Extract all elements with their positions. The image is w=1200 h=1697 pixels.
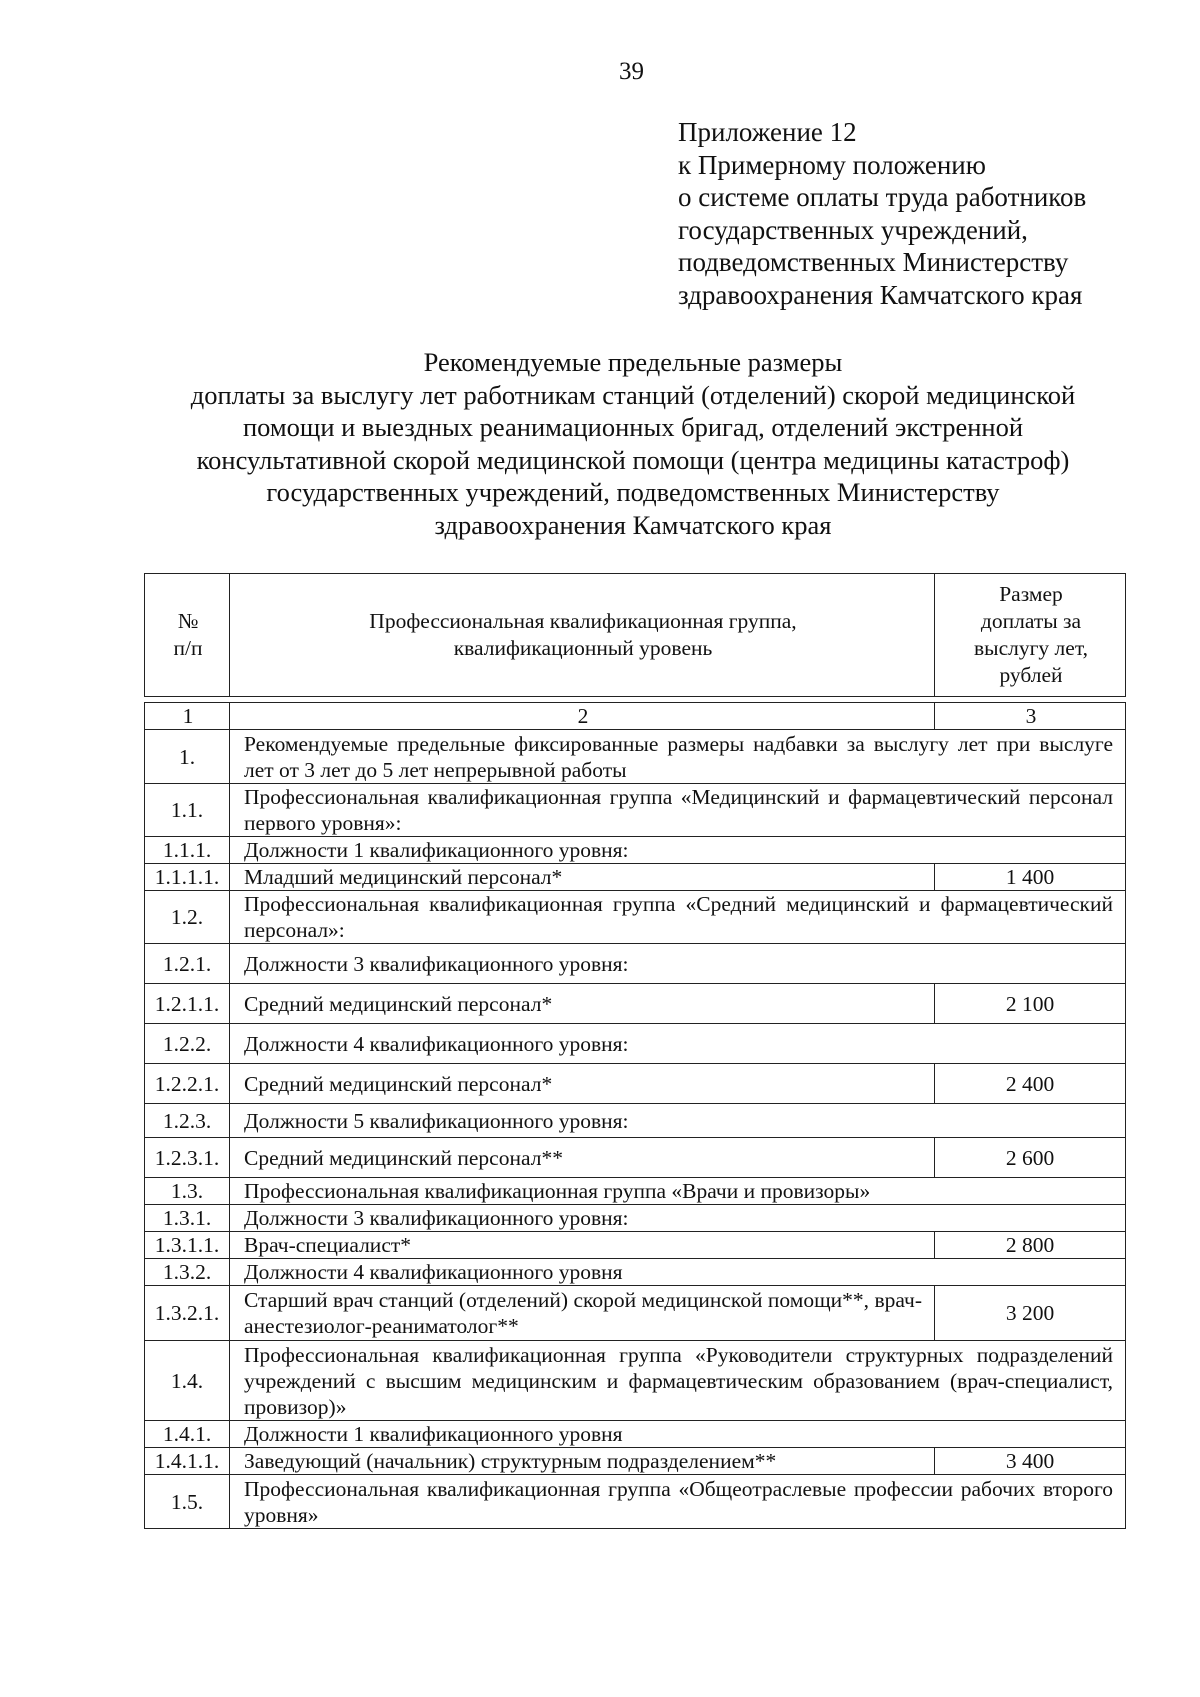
appendix-line: здравоохранения Камчатского края — [678, 279, 1083, 310]
row-amount: 3 200 — [935, 1286, 1126, 1341]
title-line: помощи и выездных реанимационных бригад, отделений экстренной — [242, 412, 1024, 442]
row-description: Должности 5 квалификационного уровня: — [230, 1104, 1126, 1138]
table-row — [145, 1104, 1126, 1138]
row-description: Средний медицинский персонал* — [230, 984, 935, 1024]
row-description: Должности 4 квалификационного уровня: — [230, 1024, 1126, 1064]
table-row — [145, 1138, 1126, 1178]
row-number: 1.1.1.1. — [145, 864, 230, 891]
row-description: Средний медицинский персонал** — [230, 1138, 935, 1178]
table-row — [145, 984, 1126, 1024]
row-number: 1.2.3. — [145, 1104, 230, 1138]
table-row — [145, 1205, 1126, 1232]
table-row — [145, 1421, 1126, 1448]
column-index: 2 — [230, 703, 935, 730]
appendix-line: Приложение 12 — [678, 117, 857, 147]
row-number: 1.4. — [145, 1341, 230, 1421]
table-row — [145, 1259, 1126, 1286]
row-description: Профессиональная квалификационная группа «Общеотраслевые профессии рабочих второго уровня» — [230, 1475, 1126, 1529]
title-line: здравоохранения Камчатского края — [434, 509, 832, 540]
row-description: Должности 4 квалификационного уровня — [230, 1259, 1126, 1286]
row-description: Должности 1 квалификационного уровня: — [230, 837, 1126, 864]
row-description: Должности 3 квалификационного уровня: — [230, 944, 1126, 984]
row-amount: 2 100 — [935, 984, 1126, 1024]
table-row — [145, 730, 1126, 784]
row-number: 1.3.1.1. — [145, 1232, 230, 1259]
row-number: 1.1.1. — [145, 837, 230, 864]
table-row — [145, 1064, 1126, 1104]
header-num: № п/п — [145, 574, 230, 697]
header-group: Профессиональная квалификационная группа, квалификационный уровень — [230, 574, 935, 697]
row-description: Должности 3 квалификационного уровня: — [230, 1205, 1126, 1232]
row-description: Должности 1 квалификационного уровня — [230, 1421, 1126, 1448]
column-index: 1 — [145, 703, 230, 730]
document-title — [140, 346, 1126, 541]
page-number: 39 — [619, 58, 644, 85]
header-amount: Размер доплаты за выслугу лет, рублей — [935, 574, 1126, 697]
table-header-row — [145, 574, 1126, 697]
table-row — [145, 864, 1126, 891]
row-number: 1.1. — [145, 784, 230, 837]
table-row — [145, 837, 1126, 864]
row-number: 1.2.1. — [145, 944, 230, 984]
appendix-line: о системе оплаты труда работников — [678, 182, 1087, 212]
table-row — [145, 1286, 1126, 1341]
appendix-line: к Примерному положению — [678, 149, 986, 180]
row-description: Врач-специалист* — [230, 1232, 935, 1259]
row-number: 1.2.2. — [145, 1024, 230, 1064]
table-row — [145, 784, 1126, 837]
appendix-line: государственных учреждений, — [678, 214, 1028, 245]
row-number: 1.4.1. — [145, 1421, 230, 1448]
table-row — [145, 1341, 1126, 1421]
row-description: Младший медицинский персонал* — [230, 864, 935, 891]
row-number: 1.2. — [145, 891, 230, 944]
row-number: 1.2.3.1. — [145, 1138, 230, 1178]
row-amount: 2 600 — [935, 1138, 1126, 1178]
row-number: 1.4.1.1. — [145, 1448, 230, 1475]
table-row — [145, 1475, 1126, 1529]
title-line: Рекомендуемые предельные размеры — [423, 347, 843, 377]
row-number: 1.2.1.1. — [145, 984, 230, 1024]
row-description: Профессиональная квалификационная группа «Средний медицинский и фармацевтический персонал»: — [230, 891, 1126, 944]
row-number: 1. — [145, 730, 230, 784]
row-description: Старший врач станций (отделений) скорой медицинской помощи**, врач-анестезиолог-реаниматолог** — [230, 1286, 935, 1341]
table-row — [145, 944, 1126, 984]
row-number: 1.3.1. — [145, 1205, 230, 1232]
allowance-table — [144, 573, 1125, 1529]
row-amount: 1 400 — [935, 864, 1126, 891]
row-number: 1.3.2. — [145, 1259, 230, 1286]
table-row — [145, 1024, 1126, 1064]
column-index-row — [145, 703, 1126, 730]
appendix-note — [678, 116, 1086, 311]
row-description: Профессиональная квалификационная группа «Руководители структурных подразделений учреждений с высшим медицинским и фармацевтическим образованием (врач-специалист, провизор)» — [230, 1341, 1126, 1421]
appendix-line: подведомственных Министерству — [678, 247, 1069, 277]
title-line: государственных учреждений, подведомственных Министерству — [266, 477, 1000, 507]
row-description: Профессиональная квалификационная группа «Врачи и провизоры» — [230, 1178, 1126, 1205]
title-line: консультативной скорой медицинской помощи (центра медицины катастроф) — [196, 444, 1070, 475]
table-row — [145, 1232, 1126, 1259]
table-row — [145, 1178, 1126, 1205]
row-description: Средний медицинский персонал* — [230, 1064, 935, 1104]
row-amount: 2 400 — [935, 1064, 1126, 1104]
row-description: Рекомендуемые предельные фиксированные размеры надбавки за выслугу лет при выслуге лет от 3 лет до 5 лет непрерывной работы — [230, 730, 1126, 784]
table-row — [145, 891, 1126, 944]
row-amount: 3 400 — [935, 1448, 1126, 1475]
row-number: 1.5. — [145, 1475, 230, 1529]
row-number: 1.2.2.1. — [145, 1064, 230, 1104]
row-description: Профессиональная квалификационная группа «Медицинский и фармацевтический персонал первого уровня»: — [230, 784, 1126, 837]
row-number: 1.3.2.1. — [145, 1286, 230, 1341]
title-line: доплаты за выслугу лет работникам станций (отделений) скорой медицинской — [190, 379, 1076, 410]
row-amount: 2 800 — [935, 1232, 1126, 1259]
row-number: 1.3. — [145, 1178, 230, 1205]
row-description: Заведующий (начальник) структурным подразделением** — [230, 1448, 935, 1475]
table-row — [145, 1448, 1126, 1475]
column-index: 3 — [935, 703, 1126, 730]
